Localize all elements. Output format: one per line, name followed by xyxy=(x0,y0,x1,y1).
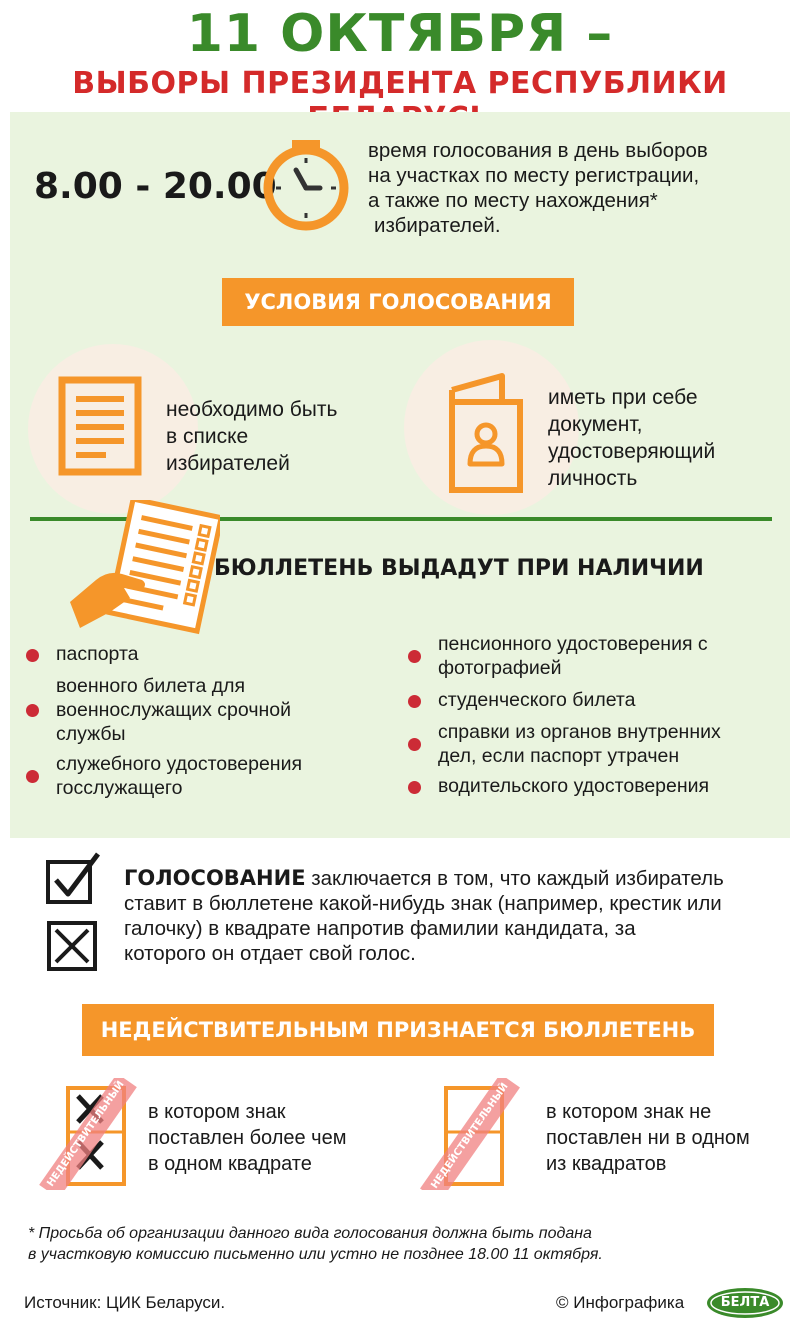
list-item: пенсионного удостоверения с фотографией xyxy=(408,632,708,680)
condition-voter-list: необходимо быть в списке избирателей xyxy=(166,398,338,475)
invalid-case-multiple: в котором знак поставлен более чем в одном квадрате xyxy=(148,1101,347,1175)
invalid-stamp-label: НЕДЕЙСТВИТЕЛЬНЫЙ xyxy=(45,1079,127,1189)
checkmark-box-icon xyxy=(44,852,100,906)
documents-list-right xyxy=(408,632,788,807)
invalid-case-none: в котором знак не поставлен ни в одном из квадратов xyxy=(546,1101,750,1175)
ballot-hand-icon xyxy=(70,500,220,640)
ballot-heading: БЮЛЛЕТЕНЬ ВЫДАДУТ ПРИ НАЛИЧИИ xyxy=(214,556,704,581)
title-date: 11 ОКТЯБРЯ – xyxy=(186,4,614,64)
invalid-banner: НЕДЕЙСТВИТЕЛЬНЫМ ПРИЗНАЕТСЯ БЮЛЛЕТЕНЬ xyxy=(82,1004,714,1056)
list-item: военного билета для военнослужащих срочной службы xyxy=(26,674,291,746)
conditions-banner: УСЛОВИЯ ГОЛОСОВАНИЯ xyxy=(222,278,574,326)
list-item: справки из органов внутренних дел, если паспорт утрачен xyxy=(408,720,721,768)
list-item: служебного удостоверения госслужащего xyxy=(26,752,302,800)
cross-box-icon xyxy=(46,920,98,972)
voting-hours: 8.00 - 20.00 xyxy=(34,166,277,207)
passport-icon xyxy=(446,372,526,494)
list-item: паспорта xyxy=(26,642,139,666)
voting-explanation: ГОЛОСОВАНИЕ заключается в том, что каждый избиратель ставит в бюллетене какой-нибудь знак (например, крестик или галочку) в квадрате напротив фамилии кандидата, за которого он отдает свой голос. xyxy=(124,866,724,965)
belta-logo-text: БЕЛТА xyxy=(720,1295,770,1310)
documents-list-left xyxy=(26,642,386,812)
list-item: студенческого билета xyxy=(408,688,636,712)
invalid-stamp-label: НЕДЕЙСТВИТЕЛЬНЫЙ xyxy=(429,1081,511,1191)
footnote: * Просьба об организации данного вида голосования должна быть подана в участковую комиссию письменно или устно не позднее 18.00 11 октября. xyxy=(28,1225,603,1263)
title-election: ВЫБОРЫ ПРЕЗИДЕНТА РЕСПУБЛИКИ xyxy=(72,66,728,101)
clock-icon xyxy=(256,136,356,236)
voting-term: ГОЛОСОВАНИЕ xyxy=(124,866,306,890)
voter-list-icon xyxy=(58,376,142,476)
list-item: водительского удостоверения xyxy=(408,774,709,798)
source-text: Источник: ЦИК Беларуси. xyxy=(24,1293,226,1312)
infographic-credit: © Инфографика xyxy=(556,1293,685,1312)
condition-id-document: иметь при себе документ, удостоверяющий личность xyxy=(548,386,716,490)
voting-hours-description: время голосования в день выборов на участках по месту регистрации, а также по месту нахождения* избирателей. xyxy=(368,139,708,237)
